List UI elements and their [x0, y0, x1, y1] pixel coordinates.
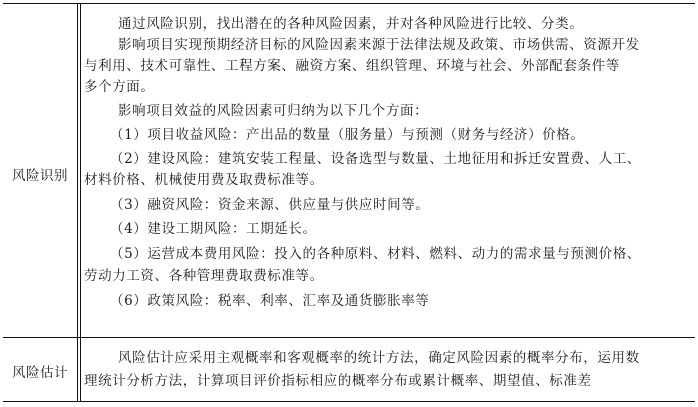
paragraph-line: （2）建设风险：建筑安装工程量、设备选型与数量、土地征用和拆迁安置费、人工、	[110, 151, 641, 167]
paragraph-line: （6）政策风险：税率、利率、汇率及通货膨胀率等	[110, 293, 430, 309]
cell-divider	[77, 338, 78, 401]
paragraph-line: 通过风险识别，找出潜在的各种风险因素，并对各种风险进行比较、分类。	[118, 16, 584, 32]
paragraph-line: （3）融资风险：资金来源、供应量与供应时间等。	[110, 197, 430, 213]
row-label: 风险估计	[12, 365, 68, 381]
label-cell	[3, 4, 81, 337]
paragraph-line: （4）建设工期风险：工期延长。	[110, 221, 317, 237]
table-row-risk-identification	[3, 4, 695, 337]
paragraph-line: 与利用、技术可靠性、工程方案、融资方案、组织管理、环境与社会、外部配套条件等	[84, 58, 620, 74]
paragraph-line: 材料价格、机械使用费及取费标准等。	[84, 172, 324, 188]
paragraph-line: 劳动力工资、各种管理费取费标准等。	[84, 268, 324, 284]
paragraph-line: 理统计分析方法，计算项目评价指标相应的概率分布或累计概率、期望值、标准差	[84, 373, 592, 389]
content-cell	[84, 4, 683, 337]
paragraph-line: 影响项目实现预期经济目标的风险因素来源于法律法规及政策、市场供需、资源开发	[118, 37, 640, 53]
row-label: 风险识别	[12, 168, 68, 184]
table-row-risk-estimation	[3, 337, 695, 401]
paragraph-line: 影响项目效益的风险因素可归纳为以下几个方面：	[118, 103, 429, 119]
cell-divider	[77, 4, 78, 337]
risk-table	[3, 3, 695, 402]
paragraph-line: 多个方面。	[84, 79, 155, 95]
label-cell	[3, 338, 81, 401]
content-cell	[84, 338, 683, 401]
paragraph-line: 风险估计应采用主观概率和客观概率的统计方法，确定风险因素的概率分布，运用数	[118, 350, 640, 366]
paragraph-line: （5）运营成本费用风险：投入的各种原料、材料、燃料、动力的需求量与预测价格、	[110, 246, 641, 262]
paragraph-line: （1）项目收益风险：产出品的数量（服务量）与预测（财务与经济）价格。	[110, 127, 585, 143]
